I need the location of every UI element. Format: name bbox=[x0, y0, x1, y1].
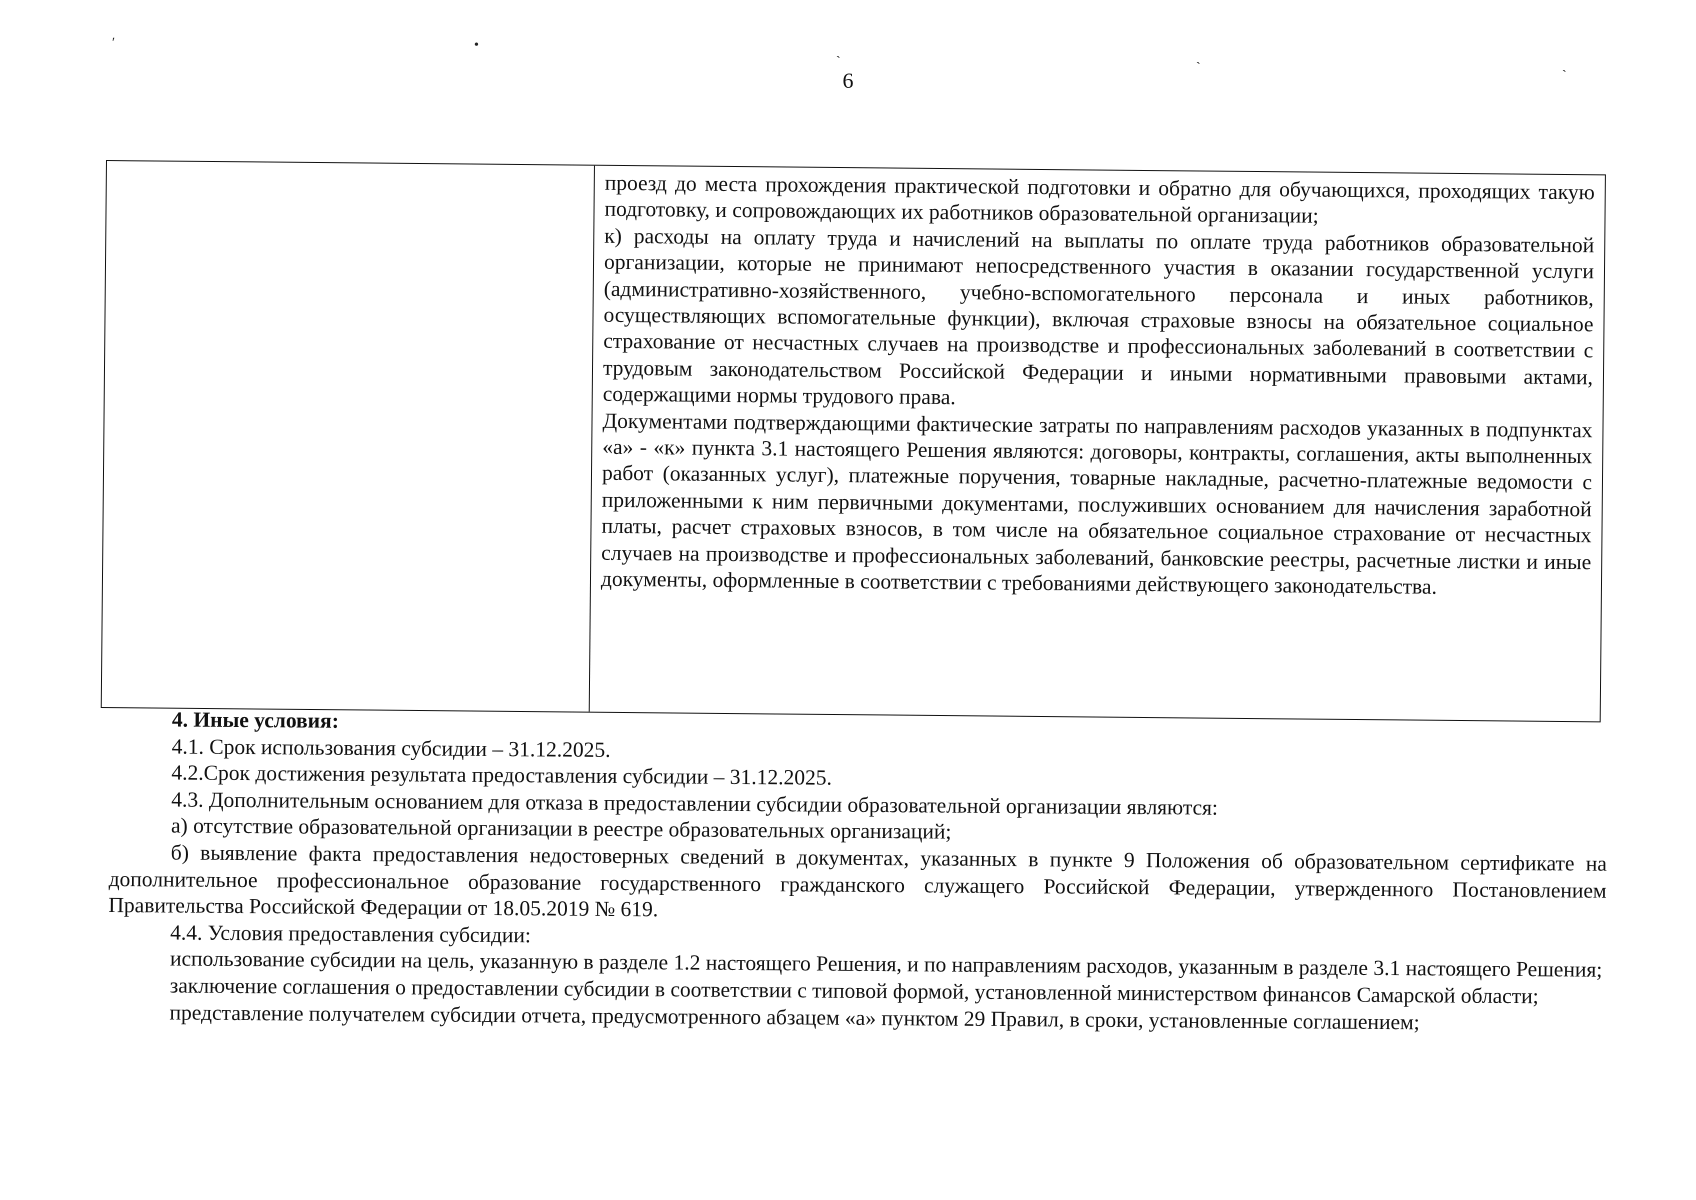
table-paragraph: к) расходы на оплату труда и начислений на выплаты по оплате труда работников образовательной организации, которые не принимают непосредственного участия в оказании государственной услуги (административно-хозяйственного, учебно-вспомогательного персонала и иных работников, осуществляющих вспомогательные функции), включая страховые взносы на обязательное социальное страхование от несчастных случаев на производстве и профессиональных заболеваний в соответствии с трудовым законодательством Российской Федерации и иными нормативными правовыми актами, содержащими нормы трудового права. bbox=[602, 223, 1595, 410]
paragraph-4-4-2: заключение соглашения о предоставлении субсидии в соответствии с типовой формой, установленной министерством финансов Самарской области; bbox=[169, 973, 1539, 1009]
page-number: 6 bbox=[842, 68, 854, 93]
scan-artifact: ˏ bbox=[1562, 58, 1567, 73]
scan-artifact: • bbox=[474, 38, 479, 53]
table-cell-text bbox=[590, 166, 1605, 722]
section-4-text bbox=[107, 706, 1607, 1037]
scan-artifact: ʹ bbox=[112, 36, 116, 51]
paragraph-4-3: 4.3. Дополнительным основанием для отказа в предоставлении субсидии образовательной организации являются: bbox=[171, 787, 1219, 820]
paragraph-4-1: 4.1. Срок использования субсидии – 31.12.2025. bbox=[171, 734, 611, 762]
paragraph-4-2: 4.2.Срок достижения результата предоставления субсидии – 31.12.2025. bbox=[171, 760, 833, 790]
scan-artifact: ˏ bbox=[1196, 50, 1201, 65]
section-heading: 4. Иные условия: bbox=[171, 707, 340, 733]
paragraph-4-4-1: использование субсидии на цель, указанную в разделе 1.2 настоящего Решения, и по направлениям расходов, указанным в разделе 3.1 настоящего Решения; bbox=[169, 946, 1603, 983]
table-paragraph: проезд до места прохождения практической подготовки и обратно для обучающихся, проходящих такую подготовку, и сопровождающих их работников образовательной организации; bbox=[604, 170, 1595, 229]
table-paragraph: Документами подтверждающими фактические затраты по направлениям расходов указанных в подпунктах «а» - «к» пункта 3.1 настоящего Решения являются: договоры, контракты, соглашения, акты выполненных работ (оказанных услуг), платежные поручения, товарные накладные, расчетно-платежные ведомости с приложенными к ним первичными документами, послуживших основанием для начисления заработной платы, расчет страховых взносов, в том числе на обязательное социальное страхование от несчастных случаев на производстве и профессиональных заболеваний, банковские реестры, расчетные листки и иные документы, оформленные в соответствии с требованиями действующего законодательства. bbox=[600, 408, 1593, 599]
scan-artifact: ˏ bbox=[836, 44, 841, 59]
document-table bbox=[101, 160, 1606, 722]
paragraph-4-4-3: представление получателем субсидии отчета, предусмотренного абзацем «а» пунктом 29 Правил, в сроки, установленные соглашением; bbox=[169, 1000, 1420, 1034]
paragraph-4-3-b: б) выявление факта предоставления недостоверных сведений в документах, указанных в пункте 9 Положения об образовательном сертификате на дополнительное профессиональное образование государственного гражданского служащего Российской Федерации, утвержденного Постановлением Правительства Российской Федерации от 18.05.2019 № 619. bbox=[108, 840, 1607, 922]
paragraph-4-4: 4.4. Условия предоставления субсидии: bbox=[170, 920, 532, 948]
table-cell-empty bbox=[102, 161, 595, 712]
paragraph-4-3-a: а) отсутствие образовательной организации в реестре образовательных организаций; bbox=[170, 813, 952, 844]
